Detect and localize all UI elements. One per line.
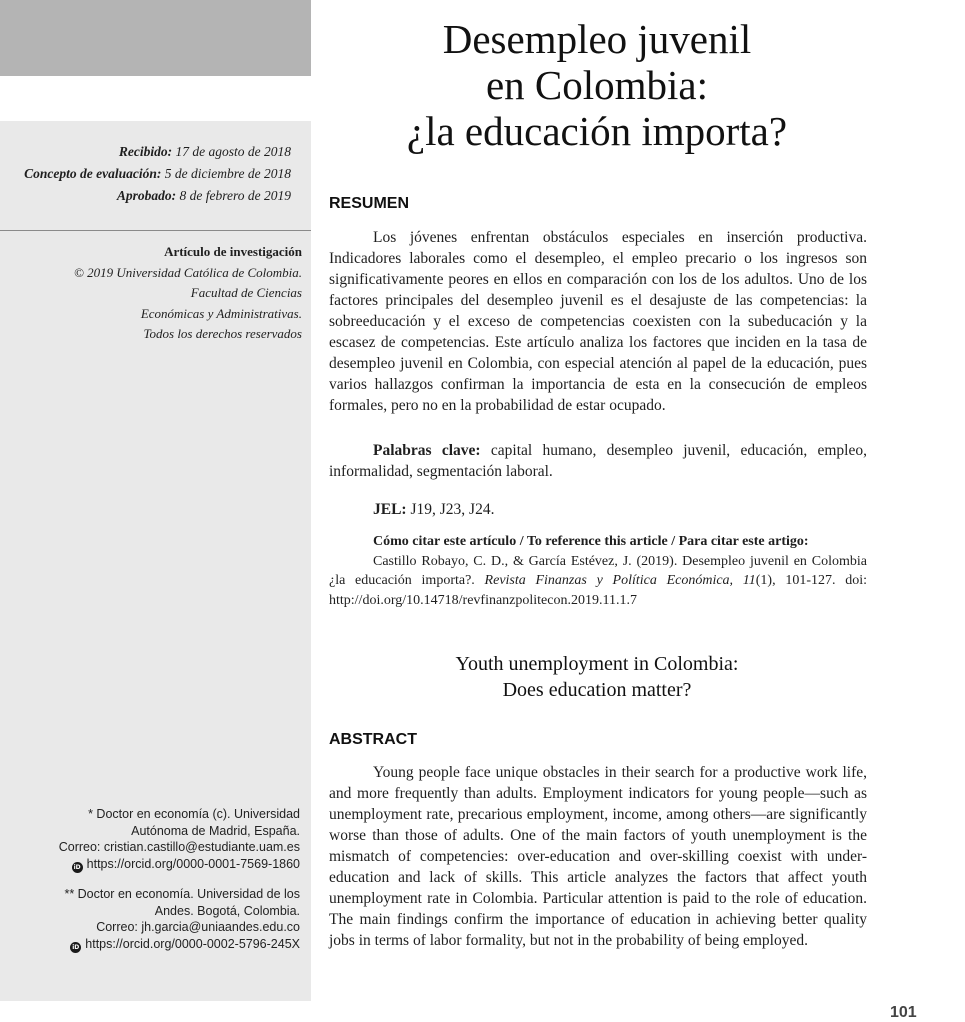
article-info <box>74 242 302 345</box>
rights-line: Todos los derechos reservados <box>143 326 302 341</box>
author-1: Cristian Darío Castillo Robayo* <box>702 16 945 34</box>
copyright-line: © 2019 Universidad Católica de Colombia. <box>74 264 302 280</box>
article-type: Artículo de investigación <box>164 244 302 259</box>
email-line: Correo: cristian.castillo@estudiante.uam.es <box>58 840 300 854</box>
keywords: Palabras clave: capital humano, desempleo juvenil, educación, empleo, informalidad, segmentación laboral. <box>329 442 867 480</box>
orcid-icon: iD <box>72 943 80 951</box>
citation-block <box>329 532 867 610</box>
orcid-link[interactable]: iD https://orcid.org/0000-0002-5796-245X <box>72 936 300 951</box>
email-line: Correo: jh.garcia@uniaandes.edu.co <box>96 920 300 934</box>
citation-text: Castillo Robayo, C. D., & García Estévez, J. (2019). Desempleo juvenil en Colombia ¿la educación importa?. Revista Finanzas y Política Económica, 11(1), 101-127. doi: http://doi.org/10.14718/revfinanzpolitecon.2019.11.1.7 <box>329 553 868 608</box>
affiliation-line: Autónoma de Madrid, España. <box>131 823 300 838</box>
resumen-heading: RESUMEN <box>329 195 410 212</box>
orcid-link[interactable]: iD https://orcid.org/0000-0001-7569-1860 <box>73 856 300 871</box>
abstract-body: Young people face unique obstacles in their search for a productive work life, and more frequently than adults. Employment indicators for young people—such as unemployment rate, precarious employment, income, among others—are significantly worse than those of adults. One of the main factors of youth unemployment is the mismatch of competencies: over-education and over-skilling coexist with under-education and lack of skills. This article analyzes the factors that affect youth unemployment rate in Colombia. Particular attention is paid to the role of education. The main findings confirm the importance of education in achieving better quality jobs in terms of labor formality, but not in the probability of being employed. <box>329 764 867 949</box>
page-number: 101 <box>890 1004 917 1021</box>
author-band <box>0 0 311 76</box>
article-title: Desempleo juvenil en Colombia: ¿la educación importa? <box>406 16 788 154</box>
faculty-line: Facultad de Ciencias <box>190 285 302 300</box>
orcid-icon: iD <box>73 863 81 871</box>
resumen-body: Los jóvenes enfrentan obstáculos especiales en inserción productiva. Indicadores laborales como el desempleo, el empleo precario o los ingresos son significativamente peores en ellos en comparación con los de los adultos. Uno de los factores principales del desempleo juvenil es el desajuste de las competencias: la sobreeducación y el exceso de competencias coexisten con la subeducación y la escasez de competencias. Este artículo analiza los factores que inciden en la tasa de desempleo juvenil en Colombia, con especial atención al papel de la educación, pues varios hallazgos confirman la importancia de esta en la consecución de empleos formales, pero no en la probabilidad de estar ocupado. <box>329 229 867 414</box>
affiliation-1 <box>59 806 300 873</box>
author-2: Javier García Estévez** <box>767 40 945 58</box>
affiliation-line: ** Doctor en economía. Universidad de los <box>64 887 300 901</box>
jel-codes: JEL: J19, J23, J24. <box>373 501 495 518</box>
affiliation-2 <box>64 886 300 953</box>
english-title: Youth unemployment in Colombia: Does education matter? <box>455 653 739 701</box>
date-received: Recibido: 17 de agosto de 2018 <box>118 144 291 159</box>
affiliation-line: Andes. Bogotá, Colombia. <box>154 903 300 918</box>
affiliation-line: * Doctor en economía (c). Universidad <box>88 807 300 821</box>
sidebar-divider <box>0 230 311 231</box>
article-dates <box>24 141 291 207</box>
abstract-heading: ABSTRACT <box>329 731 417 748</box>
citation-heading: Cómo citar este artículo / To reference this article / Para citar este artigo: <box>373 534 809 549</box>
faculty-line: Económicas y Administrativas. <box>140 305 302 321</box>
date-approved: Aprobado: 8 de febrero de 2019 <box>116 188 291 203</box>
date-evaluation: Concepto de evaluación: 5 de diciembre de 2018 <box>24 166 291 181</box>
